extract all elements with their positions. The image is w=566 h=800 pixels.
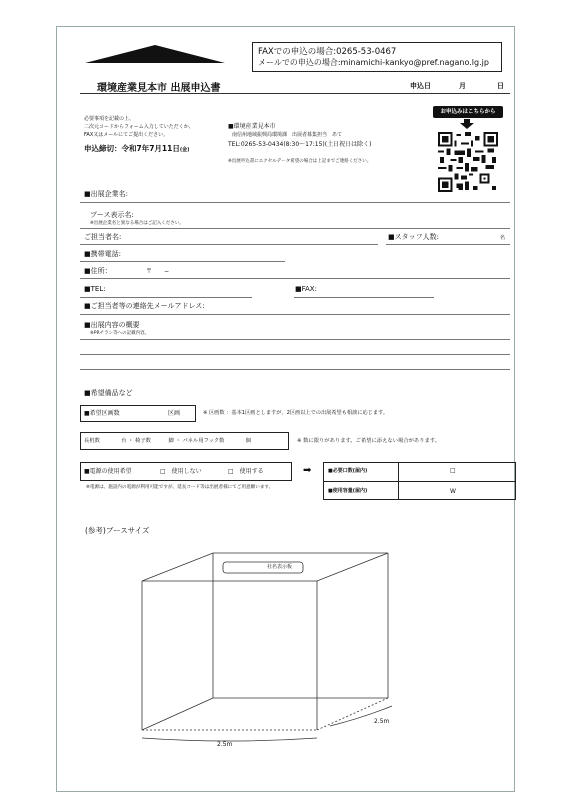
page-title: 環境産業見本市 出展申込書 <box>97 83 221 94</box>
fax-contact: FAXでの申込の場合:0265-53-0467 <box>258 47 397 57</box>
qr-link-button[interactable] <box>433 106 503 118</box>
apply-date-label: 申込日 <box>410 82 431 90</box>
email-input[interactable] <box>80 314 510 315</box>
outlets-label: ■必要口数(屋内) <box>328 468 368 474</box>
booth-name-label: ブース表示名: <box>90 211 134 219</box>
office-tel: TEL:0265-53-0434(8:30〜17:15)(土日祝日は除く) <box>228 141 372 148</box>
office-name: ■環境産業見本市 <box>228 123 276 130</box>
address-label: ■住所： <box>84 267 112 275</box>
apply-month: 月 <box>459 82 466 90</box>
office-dept: 南信州地域振興局環境課 出展者募集担当 あて <box>232 132 343 138</box>
person-input[interactable] <box>80 244 378 245</box>
content-line-2[interactable] <box>80 354 510 355</box>
intro-line-1: 必要事項を記載の上、 <box>84 116 135 122</box>
capacity-label: ■使用容量(屋内) <box>328 488 368 494</box>
postal-mark: 〒 − <box>146 268 170 275</box>
staff-label: ■スタッフ人数: <box>388 233 439 241</box>
power-table-hline <box>323 481 516 482</box>
deadline-weekday: (金) <box>179 147 190 153</box>
capacity-unit: W <box>450 488 456 495</box>
company-input[interactable] <box>80 202 510 203</box>
power-no-checkbox[interactable]: □ 使用しない <box>160 468 202 475</box>
booth-heading: (参考)ブースサイズ <box>85 526 150 535</box>
apply-day: 日 <box>497 82 504 90</box>
qr-button-label: お申込みはこちらから <box>440 109 496 115</box>
content-line-1[interactable] <box>80 339 510 340</box>
qr-arrow-icon <box>460 119 474 129</box>
blocks-label: ■希望区画数 <box>84 410 120 417</box>
excel-note: ※出展申込書にエクセルデータ希望の場合は上記までご連絡ください。 <box>228 159 372 164</box>
title-underline <box>80 93 510 94</box>
content-label: ■出展内容の概要 <box>84 321 140 329</box>
triangle-logo-icon <box>85 44 225 64</box>
blocks-note: ※ 区画数 ：基本1区画としますが、2区画以上での出展希望も相談に応じます。 <box>203 410 389 416</box>
deadline-text: 申込締切：令和7年7月11日 <box>84 144 180 153</box>
address-input[interactable] <box>80 278 510 279</box>
arrow-right-icon: ➡ <box>303 465 312 476</box>
content-note: ※PRチラシ等への記載内容。 <box>90 331 150 336</box>
booth-sign-label: 社名表示板 <box>267 564 293 570</box>
company-label: ■出展企業名: <box>84 190 128 198</box>
booth-diagram <box>130 548 410 758</box>
person-label: ご担当者名: <box>84 233 122 241</box>
email-label: ■ご担当者等の連絡先メールアドレス: <box>84 302 205 310</box>
power-yes-checkbox[interactable]: □ 使用する <box>228 468 264 475</box>
fax-input[interactable] <box>294 297 434 298</box>
booth-depth-label: 2.5m <box>374 718 390 725</box>
mobile-input[interactable] <box>80 261 285 262</box>
equipment-note: ※ 数に限りがあります。ご希望に添えない場合があります。 <box>297 438 440 444</box>
booth-width-label: 2.5m <box>217 741 233 748</box>
content-line-3[interactable] <box>80 369 510 370</box>
blocks-unit: 区画 <box>168 410 181 417</box>
booth-name-note: ※出展企業名と異なる場合はご記入ください。 <box>90 221 184 226</box>
staff-input[interactable] <box>386 244 510 245</box>
outlets-input[interactable]: □ <box>450 467 456 474</box>
power-label: ■電源の使用希望 <box>84 468 132 475</box>
mobile-label: ■携帯電話: <box>84 250 121 258</box>
power-note: ※電源は、施設内の電源が利用可能ですが、延長コード等は出展者様にてご用意願います。 <box>86 485 274 490</box>
deadline <box>84 143 189 154</box>
booth-name-input[interactable] <box>80 228 510 229</box>
intro-line-2: 二次元コードからフォーム入力していただくか、 <box>84 124 194 130</box>
tel-label: ■TEL: <box>84 285 106 293</box>
qr-code-icon[interactable] <box>438 132 498 192</box>
intro-line-3: FAX又はメールにてご提出ください。 <box>84 132 169 138</box>
equipment-text: 長机数 台 ・ 椅子数 脚 ・ パネル用フック数 個 <box>84 438 251 444</box>
tel-input[interactable] <box>80 297 252 298</box>
requests-heading: ■希望備品など <box>84 389 133 397</box>
staff-unit: 名 <box>500 235 506 241</box>
email-contact: メールでの申込の場合:minamichi-kankyo@pref.nagano.lg.jp <box>258 58 489 67</box>
fax-label: ■FAX: <box>295 285 317 293</box>
